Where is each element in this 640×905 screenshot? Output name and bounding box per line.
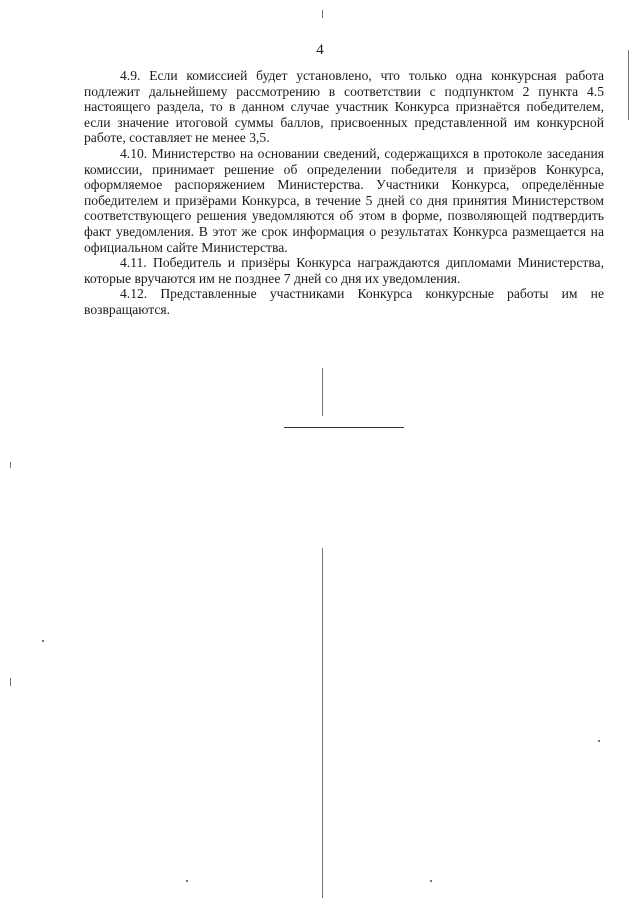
scan-speck-bottom-1 bbox=[186, 880, 188, 882]
scan-speck-bottom-2 bbox=[430, 880, 432, 882]
paragraph-4-9: 4.9. Если комиссией будет установлено, что только одна конкурсная работа подлежит дальнейшему рассмотрению в соответствии с подпунктом 2 пункта 4.5 настоящего раздела, то в данном случае участник Конкурса признаётся победителем, если значение итоговой суммы баллов, присвоенных представленной им конкурсной работе, составляет не менее 3,5. bbox=[84, 68, 604, 146]
scan-fold-line-middle bbox=[322, 548, 323, 898]
scan-speck-left-1 bbox=[10, 462, 11, 468]
paragraph-4-10: 4.10. Министерство на основании сведений, содержащихся в протоколе заседания комиссии, принимает решение об определении победителя и призёров Конкурса, оформляемое распоряжением Министерства. Участники Конкурса, определённые победителем и призёрами Конкурса, в течение 5 дней со дня принятия Министерством соответствующего решения уведомляются об этом в форме, позволяющей подтвердить факт уведомления. В этот же срок информация о результатах Конкурса размещается на официальном сайте Министерства. bbox=[84, 145, 604, 255]
page-number: 4 bbox=[316, 42, 324, 58]
paragraph-4-11: 4.11. Победитель и призёры Конкурса награждаются дипломами Министерства, которые вручаются им не позднее 7 дней со дня их уведомления. bbox=[84, 255, 604, 286]
scan-speck-left-3 bbox=[42, 640, 44, 642]
scan-speck-top bbox=[322, 10, 323, 18]
scan-speck-left-2 bbox=[10, 678, 11, 686]
paragraph-4-12: 4.12. Представленные участниками Конкурса конкурсные работы им не возвращаются. bbox=[84, 286, 604, 317]
document-body bbox=[84, 68, 604, 318]
scan-speck-right-2 bbox=[598, 740, 600, 742]
end-of-text-divider bbox=[284, 427, 404, 428]
scan-fold-line-top bbox=[322, 368, 323, 416]
scan-speck-right-1 bbox=[628, 50, 629, 120]
